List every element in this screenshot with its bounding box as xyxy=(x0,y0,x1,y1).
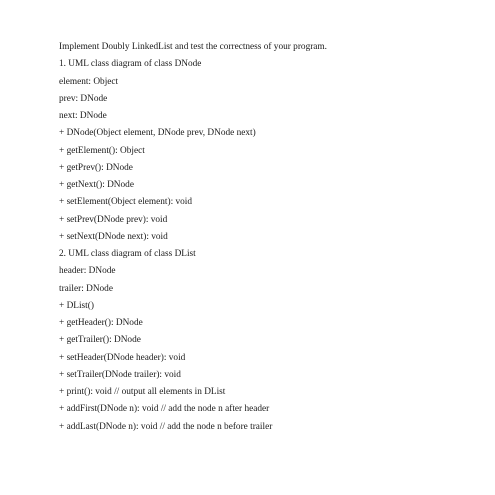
dlist-method-get-trailer: + getTrailer(): DNode xyxy=(59,335,141,346)
dlist-method-add-last: + addLast(DNode n): void // add the node n before trailer xyxy=(59,421,273,432)
section-heading-dnode: 1. UML class diagram of class DNode xyxy=(59,59,202,70)
dnode-method-get-prev: + getPrev(): DNode xyxy=(59,162,133,173)
task-instruction: Implement Doubly LinkedList and test the correctness of your program. xyxy=(59,42,327,52)
dlist-method-set-trailer: + setTrailer(DNode trailer): void xyxy=(59,369,181,380)
dnode-method-set-prev: + setPrev(DNode prev): void xyxy=(59,214,168,225)
dnode-method-get-element: + getElement(): Object xyxy=(59,145,145,156)
dlist-method-get-header: + getHeader(): DNode xyxy=(59,318,143,328)
dlist-method-set-header: + setHeader(DNode header): void xyxy=(59,352,186,363)
dlist-method-add-first: + addFirst(DNode n): void // add the node n after header xyxy=(59,404,270,415)
dnode-method-set-element: + setElement(Object element): void xyxy=(59,197,193,208)
dnode-constructor: + DNode(Object element, DNode prev, DNode next) xyxy=(59,128,256,139)
dnode-field-prev: prev: DNode xyxy=(59,93,108,104)
dnode-field-next: next: DNode xyxy=(59,111,107,121)
dnode-method-set-next: + setNext(DNode next): void xyxy=(59,231,168,242)
dlist-field-trailer: trailer: DNode xyxy=(59,283,113,294)
dnode-field-element: element: Object xyxy=(59,76,119,87)
document-text-block xyxy=(59,39,327,436)
dlist-constructor: + DList() xyxy=(59,300,94,311)
section-heading-dlist: 2. UML class diagram of class DList xyxy=(59,249,196,259)
dlist-method-print: + print(): void // output all elements in DList xyxy=(59,387,226,397)
dnode-method-get-next: + getNext(): DNode xyxy=(59,180,134,190)
dlist-field-header: header: DNode xyxy=(59,266,116,277)
